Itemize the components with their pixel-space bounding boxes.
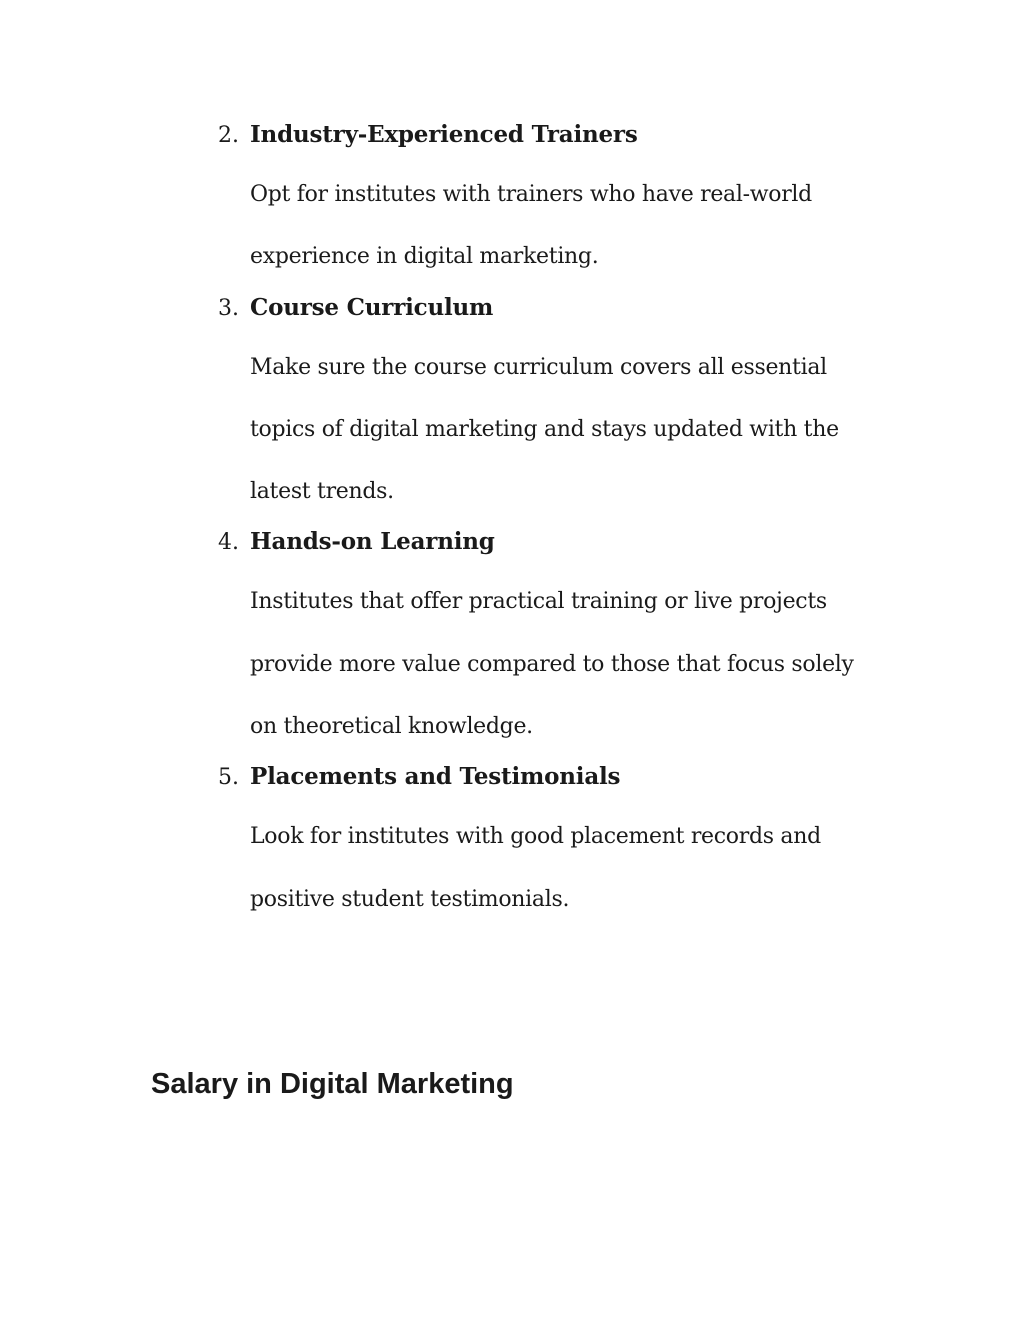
description-line: provide more value compared to those that focus solely xyxy=(250,651,854,677)
list-item-number: 3. xyxy=(218,295,239,321)
list-item-title: Industry-Experienced Trainers xyxy=(250,121,638,148)
list-item-number: 5. xyxy=(218,765,239,791)
list-item-title: Hands-on Learning xyxy=(250,528,495,556)
description-line: latest trends. xyxy=(250,479,394,505)
list-item-description xyxy=(250,164,878,289)
description-line: Look for institutes with good placement records and xyxy=(250,824,821,850)
description-line: experience in digital marketing. xyxy=(250,244,599,270)
numbered-list xyxy=(218,116,878,931)
list-item-header xyxy=(218,289,878,327)
list-item-title: Placements and Testimonials xyxy=(250,763,621,791)
description-line: Institutes that offer practical training or live projects xyxy=(250,589,827,615)
description-line: Make sure the course curriculum covers all essential xyxy=(250,354,827,380)
list-item-title: Course Curriculum xyxy=(250,293,494,321)
list-item xyxy=(218,116,878,289)
list-item-header xyxy=(218,758,878,796)
description-line: Opt for institutes with trainers who have real-world xyxy=(250,182,812,207)
list-item-header xyxy=(218,523,878,561)
list-item-description xyxy=(250,337,878,524)
list-item-description xyxy=(250,571,878,758)
list-item xyxy=(218,289,878,524)
list-item-number: 2. xyxy=(218,123,239,148)
description-line: on theoretical knowledge. xyxy=(250,714,533,740)
description-line: topics of digital marketing and stays updated with the xyxy=(250,416,839,442)
list-item-number: 4. xyxy=(218,530,239,556)
description-line: positive student testimonials. xyxy=(250,886,570,912)
list-item-header xyxy=(218,116,878,154)
list-item xyxy=(218,758,878,931)
list-item-description xyxy=(250,806,878,931)
section-heading: Salary in Digital Marketing xyxy=(151,1068,514,1100)
list-item xyxy=(218,523,878,758)
